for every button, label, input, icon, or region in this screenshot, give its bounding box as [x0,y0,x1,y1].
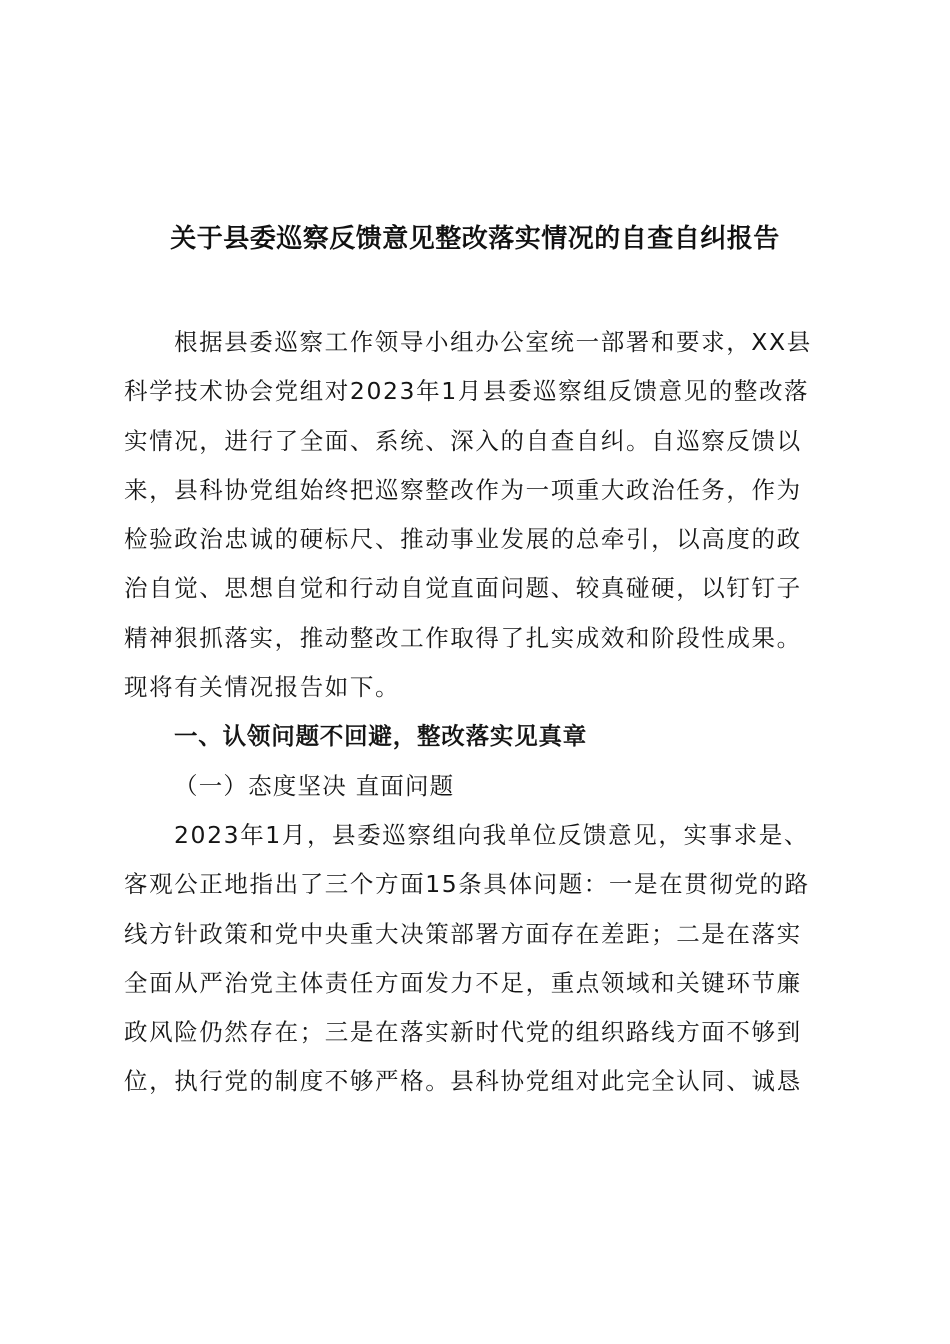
paragraph-line: 全面从严治党主体责任方面发力不足，重点领域和关键环节廉 [124,968,802,997]
paragraph-line: 科学技术协会党组对2023年1月县委巡察组反馈意见的整改落 [124,377,810,406]
document-title: 关于县委巡察反馈意见整改落实情况的自查自纠报告 [170,224,780,254]
paragraph-line: 根据县委巡察工作领导小组办公室统一部署和要求，XX县 [174,328,812,356]
paragraph-line: 精神狠抓落实，推动整改工作取得了扎实成效和阶段性成果。 [124,623,802,652]
paragraph-line: 政风险仍然存在；三是在落实新时代党的组织路线方面不够到 [124,1018,802,1047]
paragraph-line: 2023年1月，县委巡察组向我单位反馈意见，实事求是、 [174,820,809,849]
paragraph-line: 线方针政策和党中央重大决策部署方面存在差距；二是在落实 [124,919,802,948]
paragraph-line: 现将有关情况报告如下。 [124,673,401,702]
subsection-heading: （一）态度坚决 直面问题 [174,771,455,800]
paragraph-line: 检验政治忠诚的硬标尺、推动事业发展的总牵引，以高度的政 [124,525,802,554]
section-heading: 一、认领问题不回避，整改落实见真章 [174,722,588,751]
document-body [124,322,834,1111]
intro-paragraph [124,322,834,716]
paragraph-line: 治自觉、思想自觉和行动自觉直面问题、较真碰硬，以钉钉子 [124,574,802,603]
paragraph-line: 实情况，进行了全面、系统、深入的自查自纠。自巡察反馈以 [124,426,802,455]
paragraph-line: 客观公正地指出了三个方面15条具体问题：一是在贯彻党的路 [124,870,810,899]
paragraph-line: 位，执行党的制度不够严格。县科协党组对此完全认同、诚恳 [124,1067,802,1096]
paragraph-line: 来，县科协党组始终把巡察整改作为一项重大政治任务，作为 [124,475,802,504]
section-paragraph [124,815,834,1111]
